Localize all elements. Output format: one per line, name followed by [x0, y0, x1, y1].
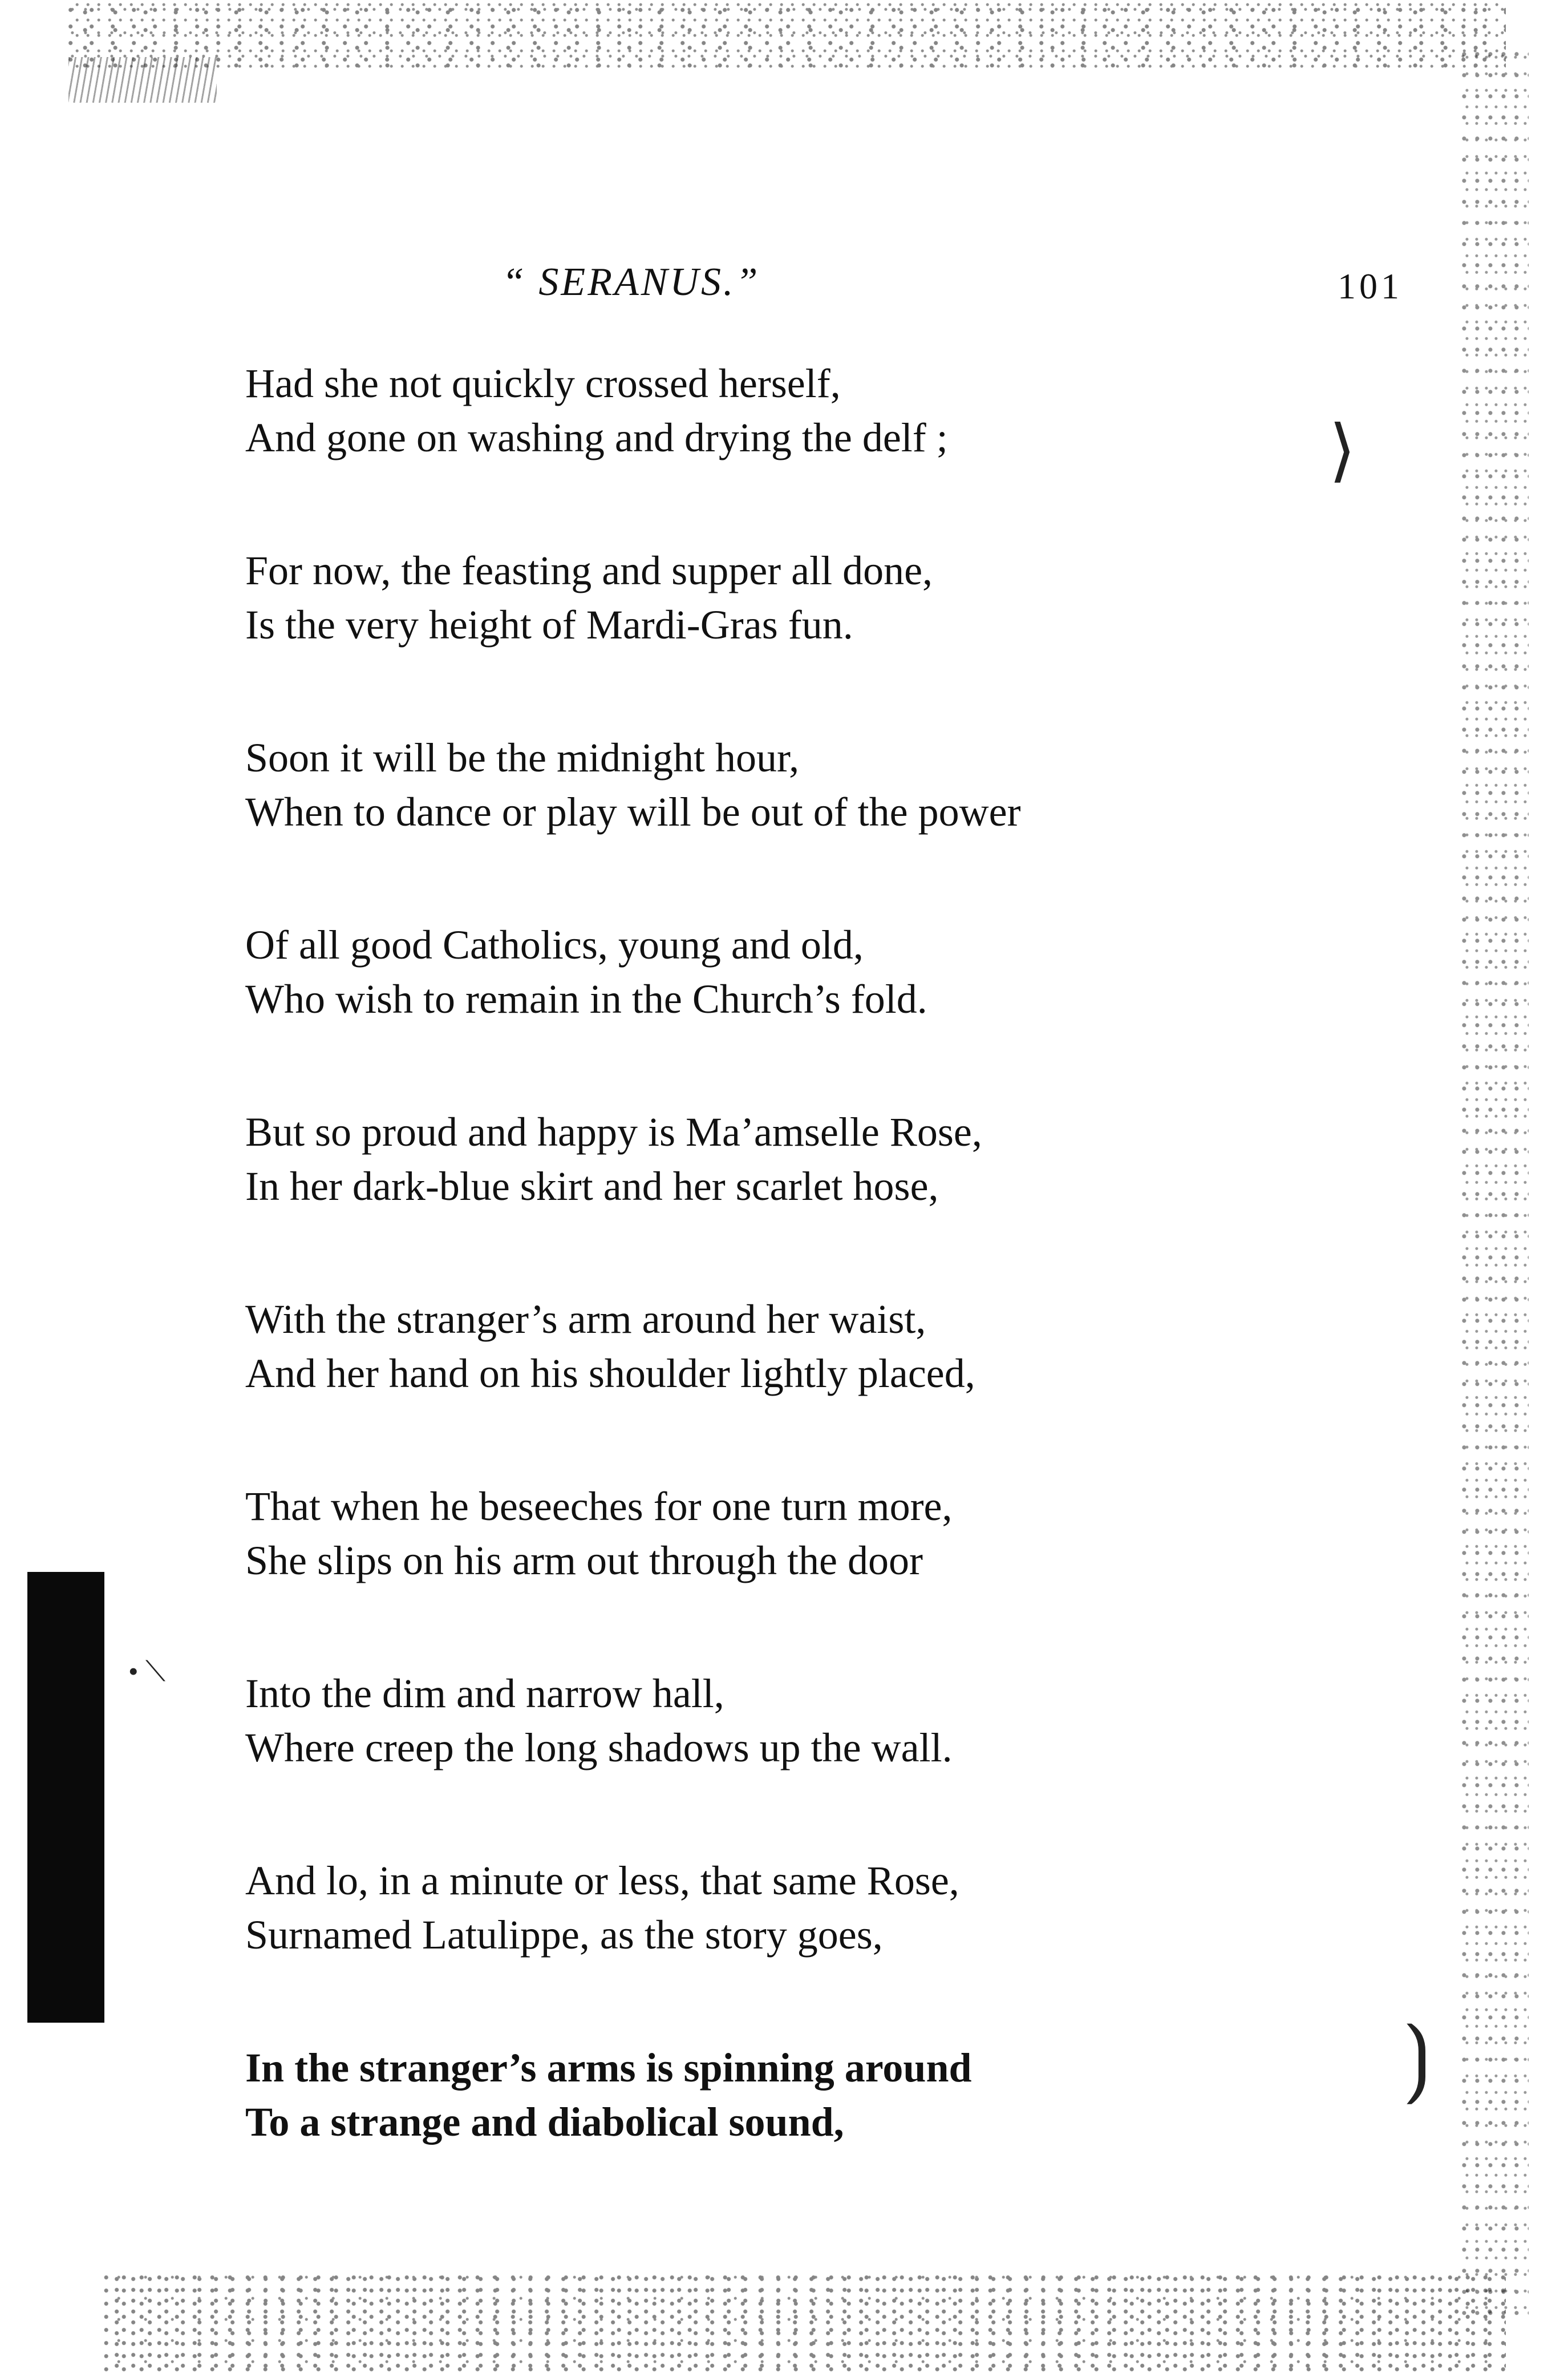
stanza [245, 1105, 1443, 1214]
stanza [245, 1667, 1443, 1775]
poem-line: Where creep the long shadows up the wall. [245, 1725, 953, 1770]
scan-black-bar [27, 1572, 104, 2023]
poem-line: Had she not quickly crossed herself, [245, 361, 841, 406]
scan-mark-bracket: ⟩ [1329, 413, 1356, 488]
scan-mark-brace: ⟯ [1403, 2010, 1432, 2105]
scan-noise-right-edge [1460, 46, 1529, 2317]
poem-line: With the stranger’s arm around her waist, [245, 1296, 926, 1342]
stanza [245, 1292, 1443, 1401]
poem-line: That when he beseeches for one turn more, [245, 1483, 953, 1529]
scan-noise-bottom [103, 2271, 1506, 2373]
poem-line: Into the dim and narrow hall, [245, 1671, 724, 1716]
poem-line: Is the very height of Mardi-Gras fun. [245, 602, 853, 648]
poem-line: Surnamed Latulippe, as the story goes, [245, 1912, 883, 1958]
stanza [245, 1479, 1443, 1588]
stanza [245, 1854, 1443, 1962]
stanza [245, 731, 1443, 839]
poem-line: Soon it will be the midnight hour, [245, 735, 800, 781]
stanza [245, 544, 1443, 652]
page-number: 101 [1338, 266, 1403, 306]
scan-noise-top [68, 0, 1506, 68]
running-head: “ SERANUS.” [502, 260, 760, 304]
poem-line: And gone on washing and drying the delf ; [245, 415, 948, 460]
poem-line: In the stranger’s arms is spinning around [245, 2045, 972, 2091]
poem-line: To a strange and diabolical sound, [245, 2099, 844, 2145]
stanza [245, 918, 1443, 1026]
stanza [245, 2041, 1443, 2149]
poem-line: When to dance or play will be out of the power [245, 789, 1021, 835]
poem-body [245, 357, 1443, 2228]
poem-line: But so proud and happy is Ma’amselle Rose, [245, 1109, 982, 1155]
poem-line: Who wish to remain in the Church’s fold. [245, 976, 927, 1022]
poem-line: For now, the feasting and supper all done, [245, 548, 933, 593]
stanza [245, 357, 1443, 465]
poem-line: She slips on his arm out through the door [245, 1538, 923, 1583]
scan-noise-top-left [68, 57, 217, 103]
poem-line: And lo, in a minute or less, that same Rose, [245, 1858, 959, 1903]
scan-mark-dots: • ⟍ [128, 1655, 166, 1687]
poem-line: Of all good Catholics, young and old, [245, 922, 864, 968]
poem-line: In her dark-blue skirt and her scarlet hose, [245, 1163, 939, 1209]
poem-line: And her hand on his shoulder lightly placed, [245, 1351, 975, 1396]
